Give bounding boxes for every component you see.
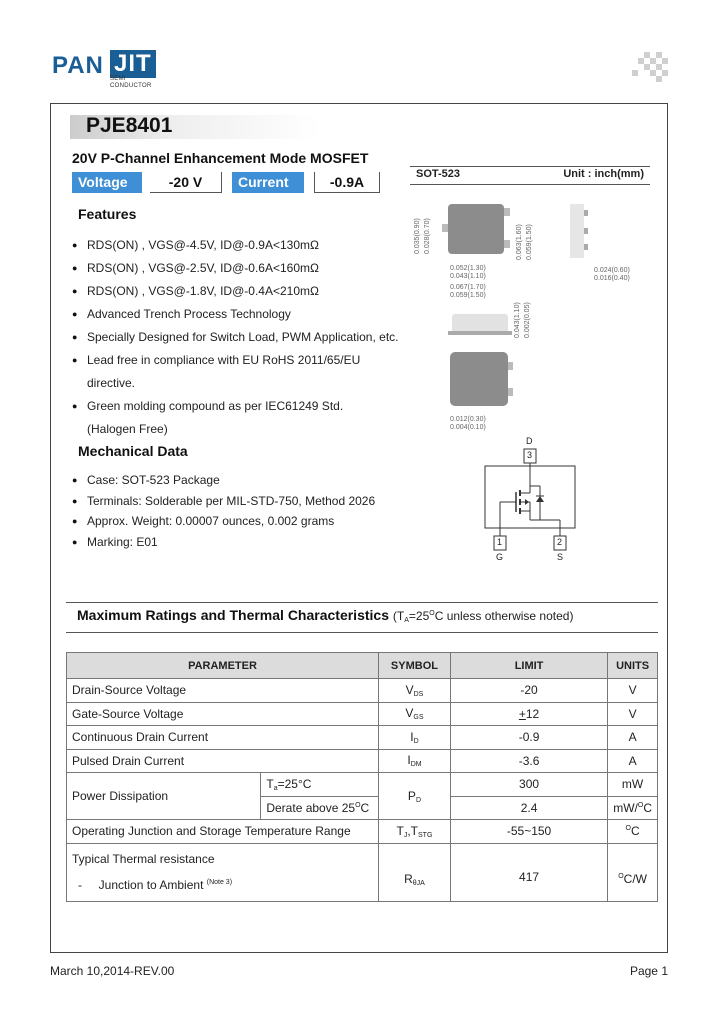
package-name: SOT-523 bbox=[416, 168, 461, 180]
ratings-condition: ($T_A=25^OC$ unless otherwise noted) bbox=[392, 609, 574, 624]
feature-item-cont: directive. bbox=[87, 376, 136, 390]
mechanical-heading: Mechanical Data bbox=[78, 443, 188, 459]
row-unit: $^O$C bbox=[608, 820, 658, 844]
voltage-value: -20 V bbox=[150, 172, 222, 193]
package-side-view bbox=[570, 204, 584, 258]
footer-page: Page 1 bbox=[629, 964, 668, 978]
row-unit: A bbox=[608, 749, 658, 773]
row-condition: Derate above $25^OC$ bbox=[261, 796, 379, 820]
pinout-schematic bbox=[480, 436, 580, 566]
feature-item: ● RDS(ON) , VGS@-4.5V, ID@-0.9A<130mΩ bbox=[72, 234, 398, 257]
feature-item: ● RDS(ON) , VGS@-2.5V, ID@-0.6A<160mΩ bbox=[72, 257, 398, 280]
row-param: Gate-Source Voltage bbox=[67, 702, 379, 726]
row-symbol: $V_{DS}$ bbox=[379, 679, 451, 703]
package-profile-view bbox=[452, 314, 508, 332]
package-drawing bbox=[410, 188, 650, 438]
mechanical-list bbox=[72, 470, 375, 552]
logo-pan-text: PAN bbox=[52, 52, 104, 79]
row-condition: $T_a=25^\circ C$ bbox=[261, 773, 379, 797]
ratings-title-text: Maximum Ratings and Thermal Characteristics bbox=[77, 607, 389, 623]
table-row bbox=[67, 702, 658, 726]
dim-label: 0.059(1.50) bbox=[526, 224, 533, 260]
feature-item: ● Advanced Trench Process Technology bbox=[72, 303, 398, 326]
pin-1-number: 1 bbox=[497, 537, 503, 547]
row-param-line1: Typical Thermal resistance bbox=[72, 851, 215, 866]
dim-label: 0.063(1.60) bbox=[516, 224, 523, 260]
header-limit: LIMIT bbox=[450, 653, 607, 679]
package-header bbox=[410, 166, 650, 185]
row-unit: mW bbox=[608, 773, 658, 797]
row-unit: $^O$C/W bbox=[608, 843, 658, 901]
dim-label: 0.012(0.30) bbox=[450, 416, 486, 423]
row-param: Operating Junction and Storage Temperature Range bbox=[67, 820, 379, 844]
row-unit: V bbox=[608, 702, 658, 726]
row-limit: -55~150 bbox=[450, 820, 607, 844]
feature-item: ● Specially Designed for Switch Load, PWM Application, etc. bbox=[72, 326, 398, 349]
table-header-row bbox=[67, 653, 658, 679]
pin-g-label: G bbox=[496, 552, 504, 562]
dim-label: 0.016(0.40) bbox=[594, 275, 630, 282]
row-param bbox=[67, 843, 379, 901]
row-limit: -0.9 bbox=[450, 726, 607, 750]
row-param-line2: - Junction to Ambient $^{(Note 3)}$ bbox=[78, 877, 233, 892]
ratings-table bbox=[66, 652, 658, 902]
table-row bbox=[67, 749, 658, 773]
dim-label: 0.024(0.60) bbox=[594, 267, 630, 274]
row-limit: +12 bbox=[450, 702, 607, 726]
dim-label: 0.028(0.70) bbox=[424, 218, 431, 254]
row-limit: 2.4 bbox=[450, 796, 607, 820]
row-unit: V bbox=[608, 679, 658, 703]
feature-item: ● Green molding compound as per IEC61249 Std. bbox=[72, 395, 398, 418]
pin-s-label: S bbox=[557, 552, 564, 562]
row-symbol: $T_J,T_{STG}$ bbox=[379, 820, 451, 844]
row-param: Power Dissipation bbox=[67, 773, 261, 820]
mechanical-item: ● Marking: E01 bbox=[72, 532, 375, 553]
features-heading: Features bbox=[78, 206, 137, 222]
dim-label: 0.043(1.10) bbox=[450, 273, 486, 280]
row-limit: -20 bbox=[450, 679, 607, 703]
header-units: UNITS bbox=[608, 653, 658, 679]
ratings-title bbox=[77, 607, 573, 624]
table-row bbox=[67, 820, 658, 844]
row-symbol: $P_D$ bbox=[379, 773, 451, 820]
pin-2-number: 2 bbox=[557, 537, 563, 547]
row-limit: 417 bbox=[450, 843, 607, 901]
footer-date: March 10,2014-REV.00 bbox=[50, 964, 175, 978]
logo-subtitle bbox=[110, 76, 152, 90]
logo-jit-text: JIT bbox=[110, 50, 156, 78]
row-param: Drain-Source Voltage bbox=[67, 679, 379, 703]
logo-sub-2: CONDUCTOR bbox=[110, 83, 152, 89]
voltage-label: Voltage bbox=[72, 172, 142, 193]
feature-item: ● Lead free in compliance with EU RoHS 2011/65/EU bbox=[72, 349, 398, 372]
part-number: PJE8401 bbox=[86, 114, 173, 137]
features-list bbox=[72, 234, 398, 441]
checker-decoration bbox=[632, 52, 668, 82]
dim-label: 0.059(1.50) bbox=[450, 292, 486, 299]
device-subtitle: 20V P-Channel Enhancement Mode MOSFET bbox=[72, 150, 369, 166]
row-param: Pulsed Drain Current bbox=[67, 749, 379, 773]
pin-d-label: D bbox=[526, 436, 533, 446]
row-symbol: $V_{GS}$ bbox=[379, 702, 451, 726]
mechanical-item: ● Terminals: Solderable per MIL-STD-750, Method 2026 bbox=[72, 491, 375, 512]
row-param: Continuous Drain Current bbox=[67, 726, 379, 750]
mechanical-item: ● Approx. Weight: 0.00007 ounces, 0.002 grams bbox=[72, 511, 375, 532]
row-unit: mW/$^O$C bbox=[608, 796, 658, 820]
dim-label: 0.002(0.05) bbox=[524, 302, 531, 338]
table-row bbox=[67, 843, 658, 901]
current-label: Current bbox=[232, 172, 304, 193]
package-bottom-view bbox=[450, 352, 508, 406]
header-parameter: PARAMETER bbox=[67, 653, 379, 679]
package-unit: Unit : inch(mm) bbox=[563, 168, 644, 180]
dim-label: 0.052(1.30) bbox=[450, 265, 486, 272]
row-unit: A bbox=[608, 726, 658, 750]
ratings-bottom-rule bbox=[66, 632, 658, 633]
table-row bbox=[67, 726, 658, 750]
ratings-top-rule bbox=[66, 602, 658, 603]
table-row bbox=[67, 773, 658, 797]
row-symbol: $I_D$ bbox=[379, 726, 451, 750]
panjit-logo bbox=[52, 46, 162, 94]
dim-label: 0.067(1.70) bbox=[450, 284, 486, 291]
dim-label: 0.035(0.90) bbox=[414, 218, 421, 254]
feature-item-cont: (Halogen Free) bbox=[87, 422, 168, 436]
current-value: -0.9A bbox=[314, 172, 380, 193]
feature-item: ● RDS(ON) , VGS@-1.8V, ID@-0.4A<210mΩ bbox=[72, 280, 398, 303]
row-limit: -3.6 bbox=[450, 749, 607, 773]
package-top-view bbox=[448, 204, 504, 254]
row-symbol: $I_{DM}$ bbox=[379, 749, 451, 773]
row-limit: 300 bbox=[450, 773, 607, 797]
pin-3-number: 3 bbox=[527, 450, 533, 460]
header-symbol: SYMBOL bbox=[379, 653, 451, 679]
table-row bbox=[67, 679, 658, 703]
dim-label: 0.004(0.10) bbox=[450, 424, 486, 431]
row-symbol: $R_{\theta JA}$ bbox=[379, 843, 451, 901]
dim-label: 0.043(1.10) bbox=[514, 302, 521, 338]
mechanical-item: ● Case: SOT-523 Package bbox=[72, 470, 375, 491]
logo-sub-1: SEMI bbox=[110, 76, 126, 82]
